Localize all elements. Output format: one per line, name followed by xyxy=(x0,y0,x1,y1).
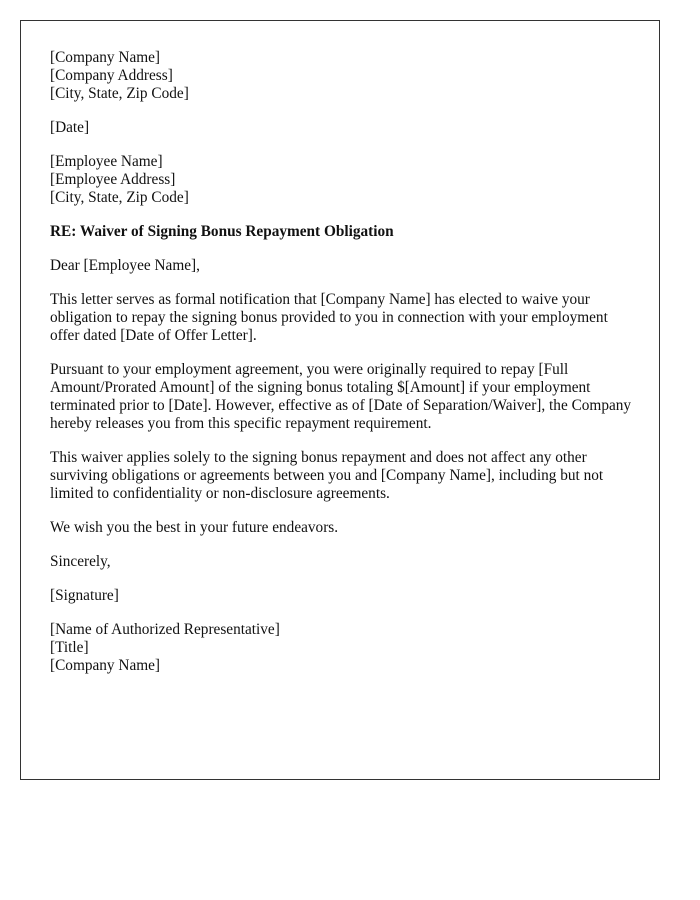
signatory-block xyxy=(50,621,640,675)
recipient-address-block xyxy=(50,153,640,207)
date-block xyxy=(50,119,640,137)
signatory-title: [Title] xyxy=(50,639,89,656)
signatory-company: [Company Name] xyxy=(50,657,161,674)
recipient-address: [Employee Address] xyxy=(50,171,176,188)
body-paragraph-scope: This waiver applies solely to the signing bonus repayment and does not affect any other surviving obligations or agreements between you and [Company Name], including but not limited to confidentiality or non-disclosure agreements. xyxy=(50,449,604,502)
sender-company-address: [Company Address] xyxy=(50,67,173,84)
sender-city-state-zip: [City, State, Zip Code] xyxy=(50,85,189,102)
letter-date: [Date] xyxy=(50,119,90,136)
body-paragraph-agreement: Pursuant to your employment agreement, you were originally required to repay [Full Amount/Prorated Amount] of the signing bonus totaling $[Amount] if your employment terminated prior to [Date]. However, effective as of [Date of Separation/Waiver], the Company hereby releases you from this specific repayment requirement. xyxy=(50,361,632,432)
recipient-name: [Employee Name] xyxy=(50,153,163,170)
salutation: Dear [Employee Name], xyxy=(50,257,200,274)
body-paragraph-wishes: We wish you the best in your future endeavors. xyxy=(50,519,339,536)
signatory-name: [Name of Authorized Representative] xyxy=(50,621,280,638)
letter-content xyxy=(50,49,640,691)
body-paragraph-notification: This letter serves as formal notification that [Company Name] has elected to waive your obligation to repay the signing bonus provided to you in connection with your employment offer dated [Date of Offer Letter]. xyxy=(50,291,608,344)
signature: [Signature] xyxy=(50,587,119,604)
subject-line: RE: Waiver of Signing Bonus Repayment Obligation xyxy=(50,223,394,240)
sender-address-block xyxy=(50,49,640,103)
letter-page xyxy=(20,20,660,780)
sender-company-name: [Company Name] xyxy=(50,49,161,66)
recipient-city-state-zip: [City, State, Zip Code] xyxy=(50,189,189,206)
closing: Sincerely, xyxy=(50,553,111,570)
